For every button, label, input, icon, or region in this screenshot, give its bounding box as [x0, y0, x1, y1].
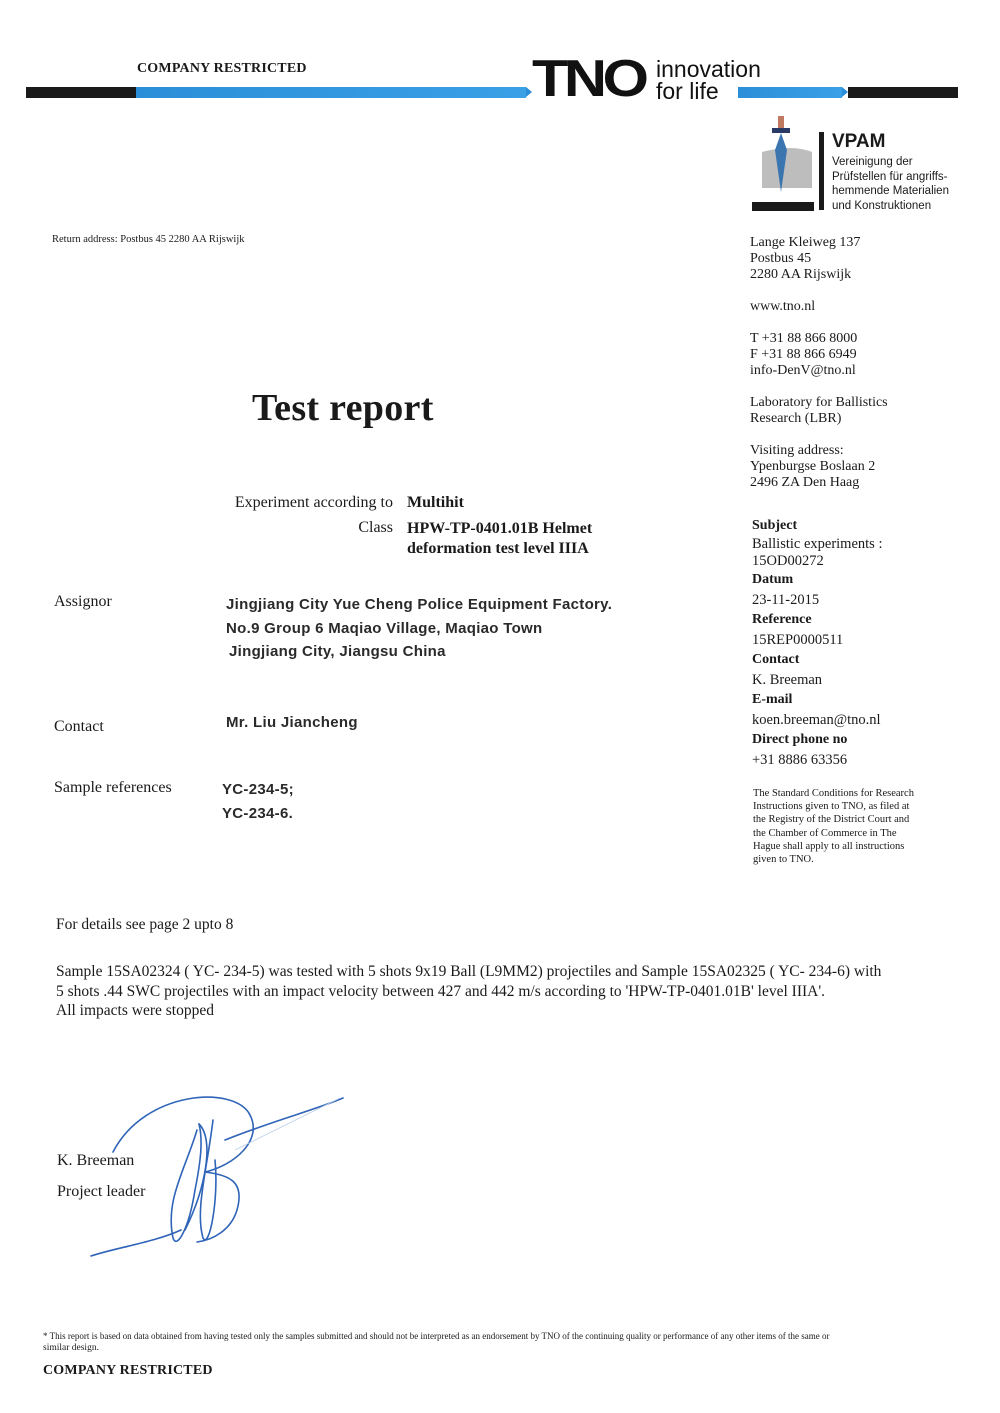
address-block — [750, 235, 888, 491]
summary-text — [56, 962, 986, 1021]
address-postbus: Postbus 45 — [750, 251, 812, 266]
assignor-line: No.9 Group 6 Maqiao Village, Maqiao Town — [226, 620, 543, 637]
address-city: 2280 AA Rijswijk — [750, 267, 852, 282]
assignor-line: Jingjiang City Yue Cheng Police Equipment Factory. — [226, 596, 613, 613]
sample-ref: YC-234-6. — [222, 805, 294, 822]
class-value: deformation test level IIIA — [407, 540, 589, 557]
subject-value: Ballistic experiments : — [752, 536, 883, 552]
tagline-line2: for life — [656, 78, 719, 104]
vpam-line: und Konstruktionen — [832, 199, 932, 212]
subject-value: 15OD00272 — [752, 553, 824, 569]
class-value: HPW-TP-0401.01B Helmet — [407, 520, 593, 537]
return-address: Return address: Postbus 45 2280 AA Rijswijk — [52, 234, 245, 245]
handwritten-signature — [85, 1080, 345, 1270]
samples-label: Sample references — [54, 779, 172, 796]
experiment-label: Experiment according to — [234, 494, 393, 511]
visiting-label: Visiting address: — [750, 443, 844, 458]
assignor-line: Jingjiang City, Jiangsu China — [229, 643, 446, 660]
standard-conditions — [753, 787, 914, 866]
conditions-line: the Registry of the District Court and — [753, 814, 910, 826]
summary-line: 5 shots .44 SWC projectiles with an impact velocity between 427 and 442 m/s according to 'HPW-TP-0401.01B' level IIIA'. — [56, 982, 826, 1000]
conditions-line: Hague shall apply to all instructions — [753, 840, 905, 852]
vpam-title: VPAM — [832, 131, 886, 152]
signatory-name: K. Breeman — [57, 1152, 135, 1169]
summary-line: Sample 15SA02324 ( YC- 234-5) was tested with 5 shots 9x19 Ball (L9MM2) projectiles and Sample 15SA02325 ( YC- 234-6) with — [56, 963, 882, 980]
address-phone: T +31 88 866 8000 — [750, 331, 858, 346]
experiment-value: Multihit — [407, 494, 464, 511]
email-value: koen.breeman@tno.nl — [752, 712, 881, 728]
footnote-line: similar design. — [43, 1343, 99, 1353]
contact-person-label: Contact — [54, 718, 104, 735]
contact-person-value: Mr. Liu Jiancheng — [226, 714, 358, 731]
address-street: Lange Kleiweg 137 — [750, 235, 861, 250]
sample-ref: YC-234-5; — [222, 781, 294, 798]
email-label: E-mail — [752, 692, 793, 707]
address-email: info-DenV@tno.nl — [750, 363, 856, 378]
tno-logo: TNO — [532, 50, 645, 108]
tagline-line1: innovation — [656, 56, 761, 82]
footnote-line: * This report is based on data obtained from having tested only the samples submitted and should not be interpreted as an endorsement by TNO of the continuing quality or performance of any other items of the same or — [43, 1331, 830, 1341]
vpam-logo — [752, 114, 967, 214]
conditions-line: The Standard Conditions for Research — [753, 788, 914, 799]
page-title: Test report — [252, 387, 434, 429]
vpam-line: Prüfstellen für angriffs- — [832, 170, 948, 183]
conditions-line: Instructions given to TNO, as filed at — [753, 801, 910, 813]
phone-value: +31 8886 63356 — [752, 752, 848, 768]
footnote — [43, 1330, 963, 1354]
conditions-line: given to TNO. — [753, 854, 814, 866]
visiting-street: Ypenburgse Boslaan 2 — [750, 459, 876, 474]
summary-line: All impacts were stopped — [56, 1002, 214, 1019]
meta-block — [752, 516, 882, 770]
signatory-role: Project leader — [57, 1183, 146, 1200]
vpam-line: Vereinigung der — [832, 156, 913, 168]
details-text: For details see page 2 upto 8 — [56, 916, 234, 933]
phone-label: Direct phone no — [752, 732, 848, 747]
lab-name: Laboratory for Ballistics — [750, 395, 888, 410]
lab-name: Research (LBR) — [750, 411, 842, 426]
address-fax: F +31 88 866 6949 — [750, 347, 857, 362]
datum-value: 23-11-2015 — [752, 592, 820, 608]
class-label: Class — [358, 519, 393, 536]
restricted-label-bottom: COMPANY RESTRICTED — [43, 1363, 213, 1378]
address-web: www.tno.nl — [750, 299, 816, 314]
assignor-label: Assignor — [54, 593, 112, 610]
restricted-label-top: COMPANY RESTRICTED — [137, 61, 307, 76]
subject-label: Subject — [752, 518, 798, 533]
conditions-line: the Chamber of Commerce in The — [753, 827, 897, 839]
reference-label: Reference — [752, 612, 812, 627]
reference-value: 15REP0000511 — [752, 632, 844, 648]
contact-label: Contact — [752, 652, 800, 667]
datum-label: Datum — [752, 572, 794, 587]
vpam-line: hemmende Materialien — [832, 185, 949, 197]
contact-value: K. Breeman — [752, 672, 823, 688]
visiting-city: 2496 ZA Den Haag — [750, 475, 860, 490]
